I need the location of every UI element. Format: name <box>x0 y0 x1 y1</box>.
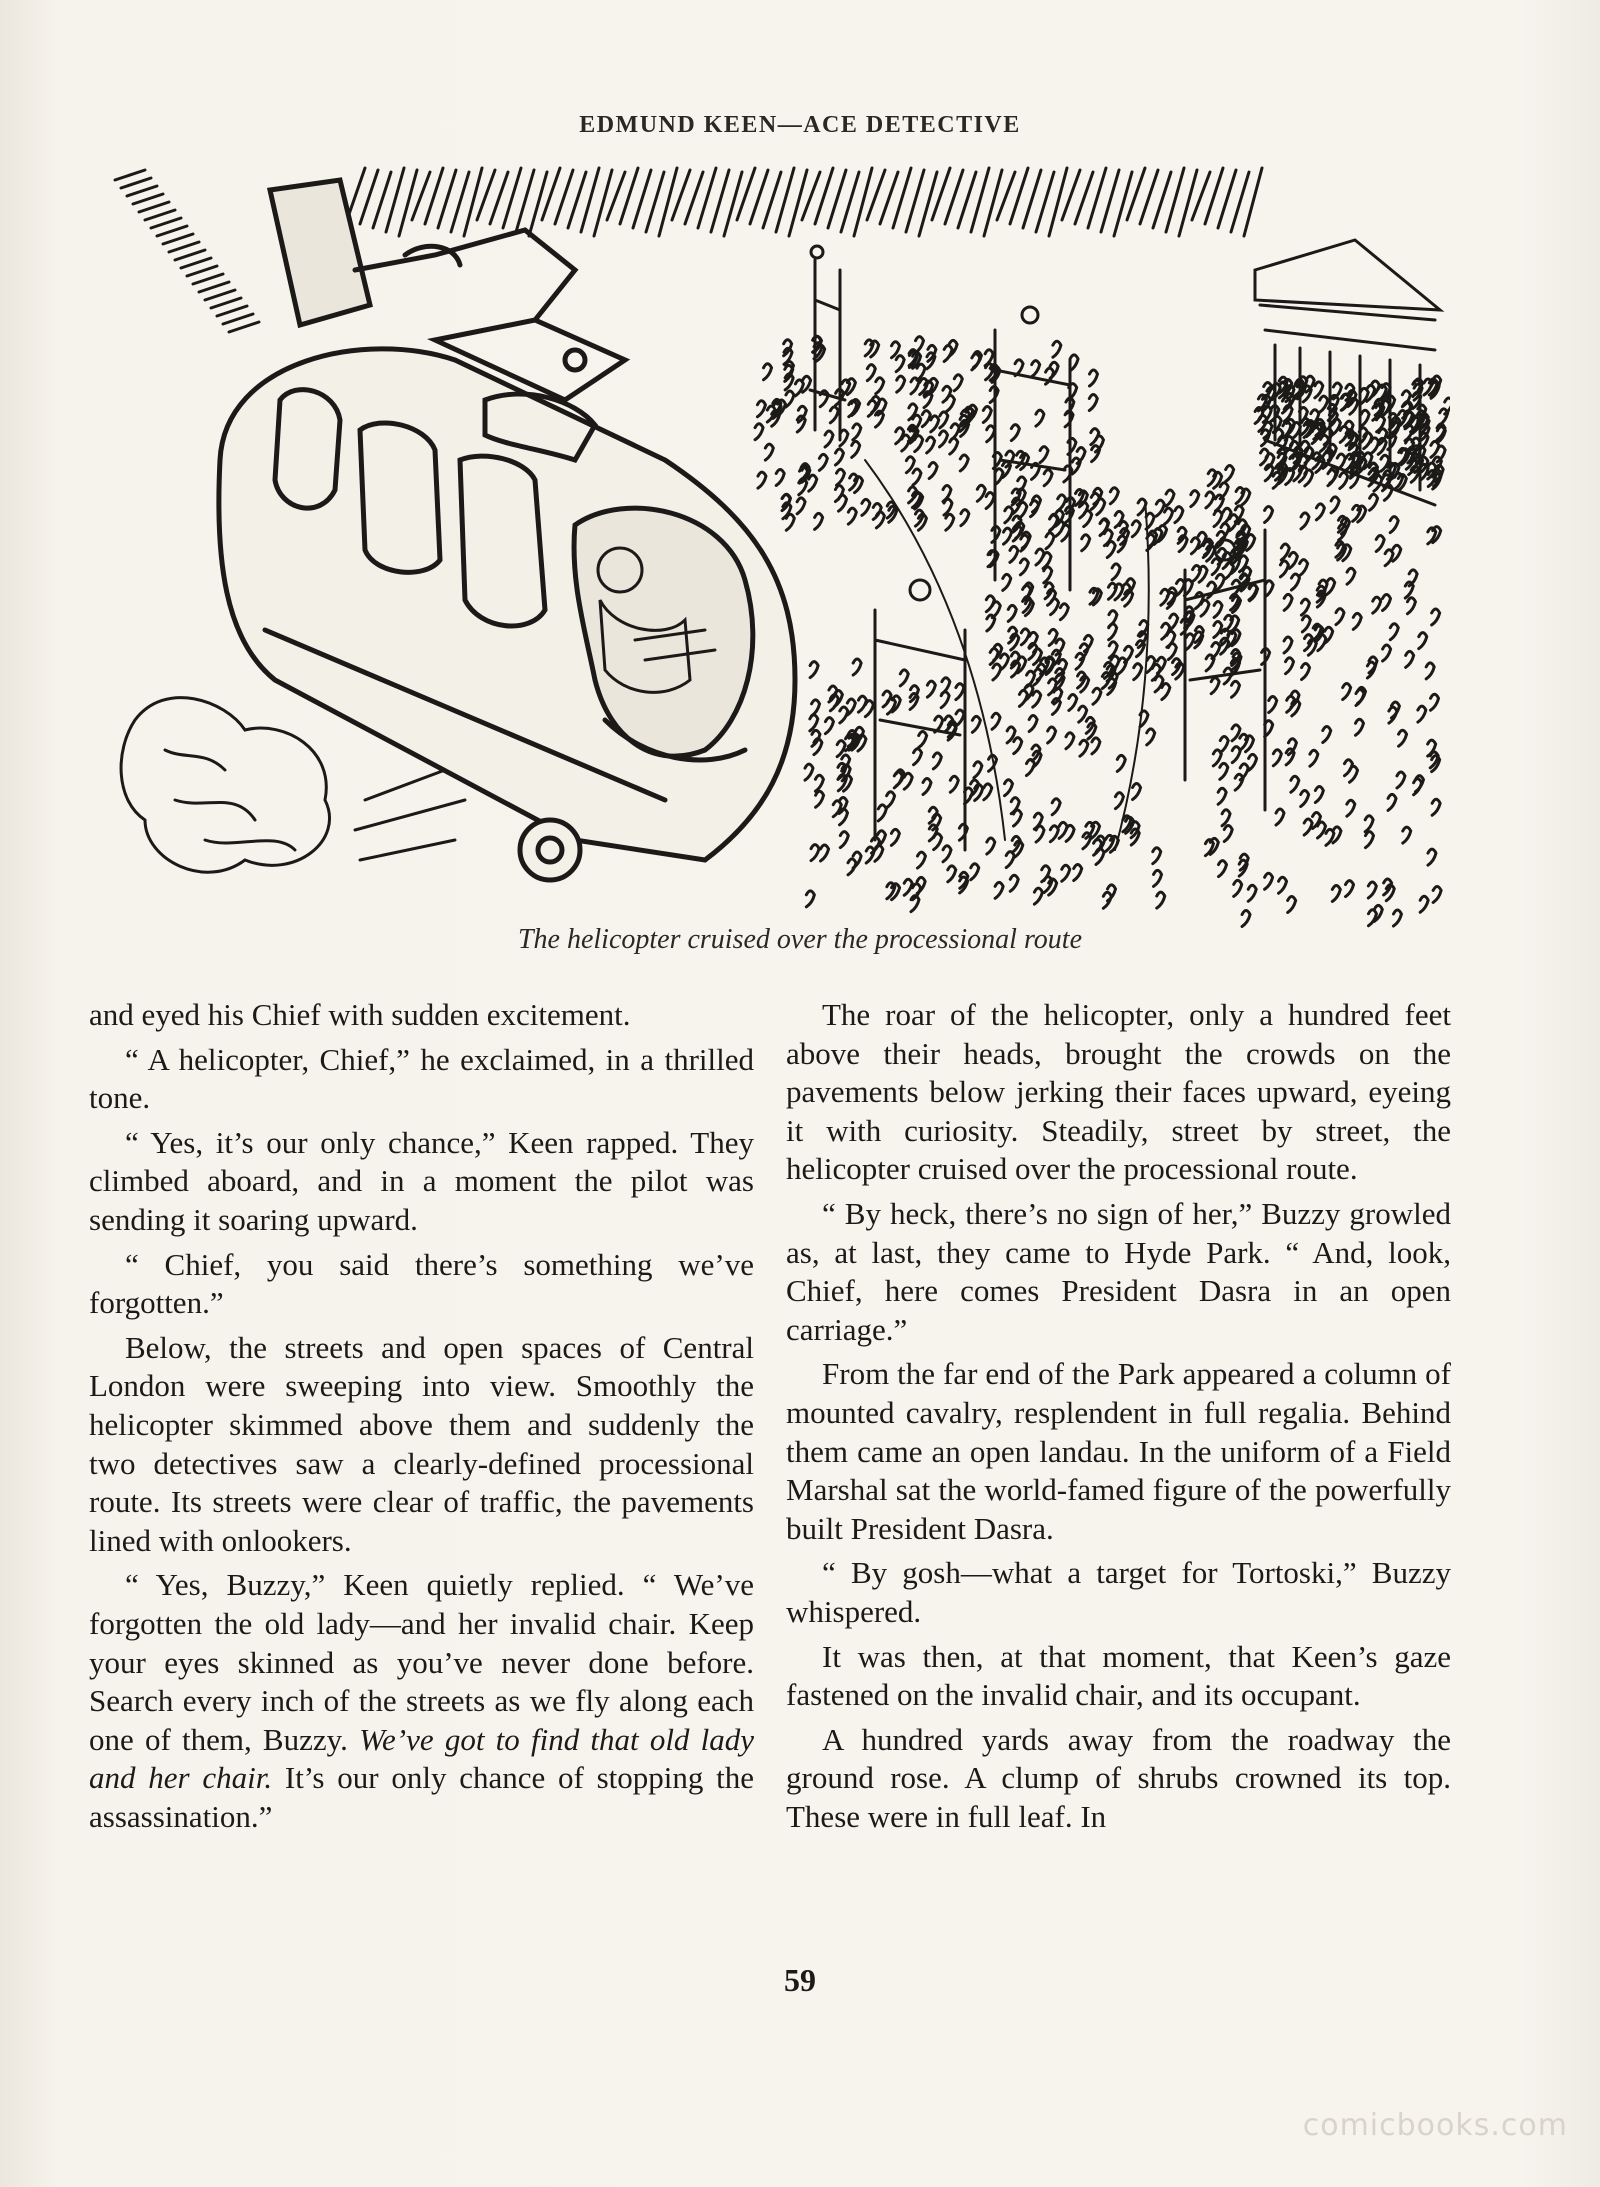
illustration-caption: The helicopter cruised over the processional route <box>517 924 1083 955</box>
paragraph: A hundred yards away from the roadway the ground rose. A clump of shrubs crowned its top. These were in full leaf. In <box>786 1721 1451 1834</box>
page-number: 59 <box>784 1962 816 1998</box>
emphasis-text: We’ve got to find that old lady and her chair. <box>89 1721 755 1796</box>
crowd <box>755 336 1450 926</box>
paragraph: It was then, at that moment, that Keen’s gaze fastened on the invalid chair, and its occupant. <box>786 1638 1451 1713</box>
paragraph <box>89 1566 754 1836</box>
running-head: EDMUND KEEN—ACE DETECTIVE <box>579 112 1021 138</box>
paragraph: “ Yes, it’s our only chance,” Keen rapped. They climbed aboard, and in a moment the pilot was sending it soaring upward. <box>89 1124 754 1237</box>
paragraph: “ By heck, there’s no sign of her,” Buzzy growled as, at last, they came to Hyde Park. “ And, look, Chief, here comes President Dasra in an open carriage.” <box>786 1195 1451 1347</box>
paragraph: and eyed his Chief with sudden excitement. <box>89 997 631 1032</box>
paragraph: “ A helicopter, Chief,” he exclaimed, in a thrilled tone. <box>89 1041 754 1116</box>
right-text-column <box>786 996 1451 1836</box>
helicopter-illustration <box>105 160 1450 935</box>
helicopter-body <box>219 180 795 880</box>
paragraph: Below, the streets and open spaces of Central London were sweeping into view. Smoothly the helicopter skimmed above them and suddenly the two detectives saw a clearly-defined processional route. Its streets were clear of traffic, the pavements lined with onlookers. <box>89 1329 754 1558</box>
paragraph: From the far end of the Park appeared a column of mounted cavalry, resplendent in full regalia. Behind them came an open landau. In the uniform of a Field Marshal sat the world-famed figure of the powerfully built President Dasra. <box>786 1356 1451 1546</box>
paragraph: “ By gosh—what a target for Tortoski,” Buzzy whispered. <box>786 1555 1451 1629</box>
paragraph: “ Chief, you said there’s something we’ve forgotten.” <box>89 1246 754 1321</box>
watermark: comicbooks.com <box>1302 2108 1568 2143</box>
paragraph-text: “ Yes, Buzzy,” Keen quietly replied. “ We’ve forgotten the old lady—and her invalid chair. Keep your eyes skinned as you’ve never done before. Search every inch of the streets as we fly along each one of them, Buzzy. <box>89 1567 754 1757</box>
left-text-column <box>89 996 754 1836</box>
paragraph: The roar of the helicopter, only a hundred feet above their heads, brought the crowds on the pavements below jerking their faces upward, eyeing it with curiosity. Steadily, street by street, the helicopter cruised over the processional route. <box>786 997 1451 1187</box>
paragraph-text: It’s our only chance of stopping the assassination.” <box>89 1760 755 1834</box>
